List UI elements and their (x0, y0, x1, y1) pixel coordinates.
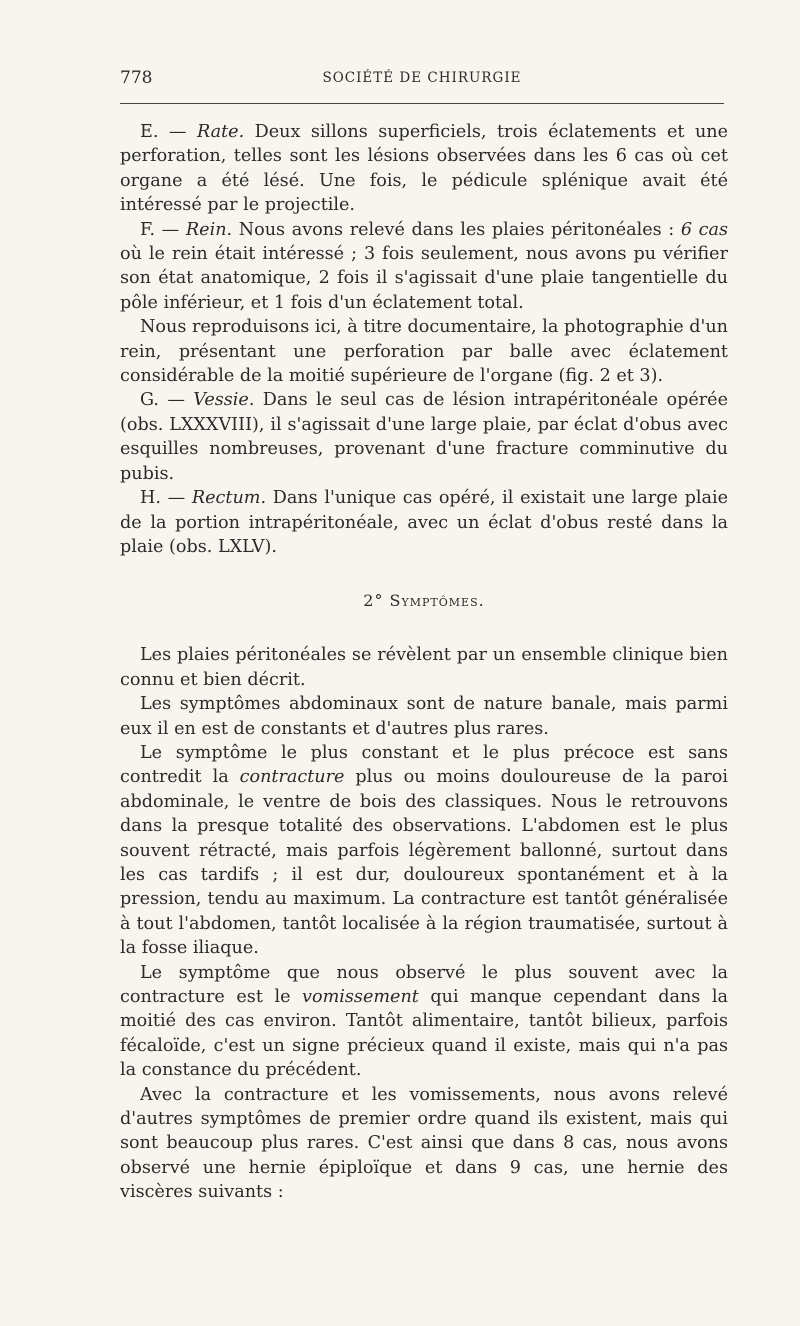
paragraph: Nous reproduisons ici, à titre documentaire, la photographie d'un rein, présentant une perforation par balle avec éclatement considérable de la moitié supérieure de l'organe (fig. 2 et 3). (120, 317, 728, 387)
section-title: Rectum. (191, 488, 267, 509)
section-label: E. — (140, 122, 187, 142)
paragraph: Avec la contracture et les vomissements, nous avons relevé d'autres symptômes de premier ordre quand ils existent, mais qui sont beaucoup plus rares. C'est ainsi que dans 8 cas, nous avons observé une hernie épiploïque et dans 9 cas, une hernie des viscères suivants : (120, 1084, 728, 1203)
section-heading (120, 589, 728, 613)
paragraph: Les symptômes abdominaux sont de nature banale, mais parmi eux il en est de constants et d'autres plus rares. (120, 694, 728, 739)
section-heading-title: Symptômes. (389, 591, 485, 611)
paragraph-text: qui manque cependant dans la moitié des cas environ. Tantôt alimentaire, tantôt bilieux, parfois fécaloïde, c'est un signe précieux quand il existe, mais qui n'a pas la constance du précédent. (120, 987, 729, 1081)
section-label: F. — (140, 219, 180, 240)
paragraph-text: plus ou moins douloureuse de la paroi abdominale, le ventre de bois des classiques. Nous le retrouvons dans la presque totalité des observations. L'abdomen est le plus souvent rétracté, mais parfois légèrement ballonné, surtout dans les cas tardifs ; il est dur, douloureux spontanément et à la pression, tendu au maximum. La contracture est tantôt généralisée à tout l'abdomen, tantôt localisée à la région traumatisée, surtout à la fosse iliaque. (120, 767, 728, 959)
section-text-italic: 6 cas (680, 219, 729, 240)
section-vessie (120, 388, 728, 486)
section-title: Vessie. (193, 390, 255, 411)
section-rein (120, 218, 728, 316)
paragraph (120, 961, 728, 1083)
section-title: Rein. (185, 219, 233, 240)
section-text: Dans le seul cas de lésion intrapéritonéale opérée (obs. LXXXVIII), il s'agissait d'une large plaie, par éclat d'obus avec esquilles nombreuses, provenant d'une fracture comminutive du pubis. (120, 390, 728, 484)
section-text: Deux sillons superficiels, trois éclatements et une perforation, telles sont les lésions observées dans les 6 cas où cet organe a été lésé. Une fois, le pédicule splénique avait été intéressé par le projectile. (120, 122, 729, 216)
body-text (120, 120, 728, 1205)
section-text: où le rein était intéressé ; 3 fois seulement, nous avons pu vérifier son état anatomique, 2 fois il s'agissait d'une plaie tangentielle du pôle inférieur, et 1 fois d'un éclatement total. (120, 244, 728, 313)
section-label: H. — (140, 488, 186, 509)
paragraph (120, 741, 728, 961)
section-text: Nous avons relevé dans les plaies péritonéales : (232, 219, 681, 240)
header-rule (120, 103, 724, 104)
section-rate (120, 120, 728, 218)
section-text: Dans l'unique cas opéré, il existait une large plaie de la portion intrapéritonéale, avec un éclat d'obus resté dans la plaie (obs. LXLV). (120, 488, 729, 557)
section-rectum (120, 486, 728, 559)
paragraph: Les plaies péritonéales se révèlent par un ensemble clinique bien connu et bien décrit. (120, 645, 728, 690)
paragraph-text-italic: vomissement (302, 987, 419, 1007)
page-number: 778 (120, 68, 153, 88)
page-header (120, 68, 724, 92)
section-label: G. — (140, 390, 185, 411)
section-heading-number: 2° (363, 591, 384, 611)
running-title: SOCIÉTÉ DE CHIRURGIE (322, 70, 522, 86)
section-title: Rate. (196, 122, 245, 142)
paragraph-text-italic: contracture (239, 767, 345, 788)
paragraph-text: Le symptôme le plus constant et le plus précoce est sans contredit la (120, 742, 728, 788)
paragraph-text: Le symptôme que nous observé le plus souvent avec la contracture est le (120, 962, 728, 1007)
